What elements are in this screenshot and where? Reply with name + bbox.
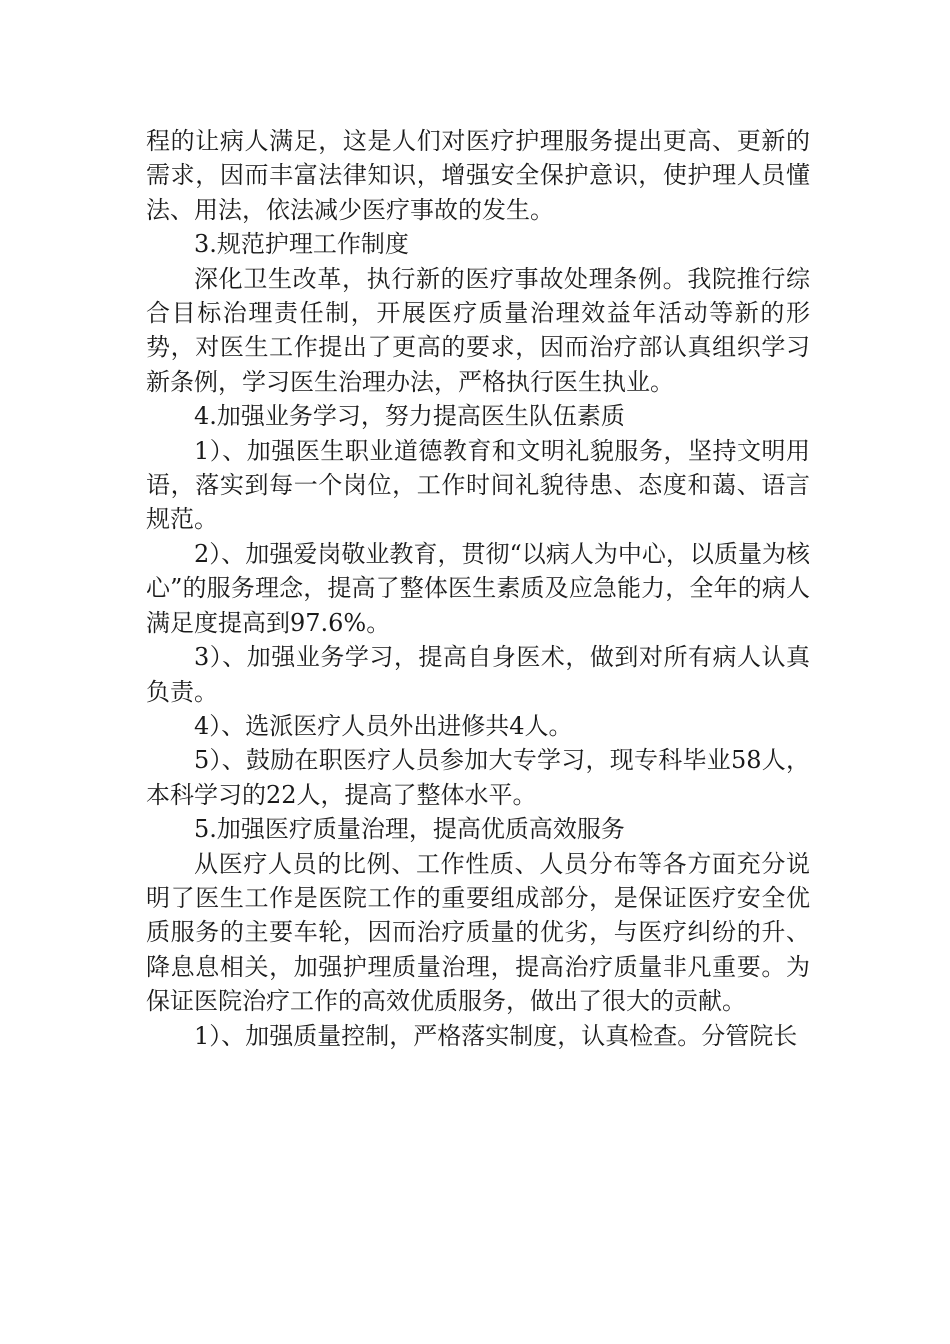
section-heading-5: 5.加强医疗质量治理，提高优质高效服务: [194, 815, 625, 844]
list-item-3: 3）、加强业务学习，提高自身医术，做到对所有病人认真负责。: [146, 643, 810, 706]
document-body: [146, 124, 810, 1053]
list-item-4: 4）、选派医疗人员外出进修共4人。: [194, 711, 573, 740]
section-heading-3: 3.规范护理工作制度: [194, 230, 409, 259]
paragraph: 深化卫生改革，执行新的医疗事故处理条例。我院推行综合目标治理责任制，开展医疗质量治理效益年活动等新的形势，对医生工作提出了更高的要求，因而治疗部认真组织学习新条例，学习医生治理办法，严格执行医生执业。: [146, 264, 810, 396]
paragraph: 从医疗人员的比例、工作性质、人员分布等各方面充分说明了医生工作是医院工作的重要组成部分，是保证医疗安全优质服务的主要车轮，因而治疗质量的优劣，与医疗纠纷的升、降息息相关，加强护理质量治理，提高治疗质量非凡重要。为保证医院治疗工作的高效优质服务，做出了很大的贡献。: [146, 849, 810, 1016]
list-item-2: 2）、加强爱岗敬业教育，贯彻“以病人为中心，以质量为核心”的服务理念，提高了整体医生素质及应急能力，全年的病人满足度提高到97.6%。: [146, 539, 810, 637]
list-item-5: 5）、鼓励在职医疗人员参加大专学习，现专科毕业58人，本科学习的22人，提高了整体水平。: [146, 746, 810, 809]
section-heading-4: 4.加强业务学习，努力提高医生队伍素质: [194, 402, 625, 431]
paragraph-continuation: 程的让病人满足，这是人们对医疗护理服务提出更高、更新的需求，因而丰富法律知识，增强安全保护意识，使护理人员懂法、用法，依法减少医疗事故的发生。: [146, 127, 810, 224]
list-item-1: 1）、加强医生职业道德教育和文明礼貌服务，坚持文明用语，落实到每一个岗位，工作时间礼貌待患、态度和蔼、语言规范。: [146, 436, 810, 534]
list-item-1: 1）、加强质量控制，严格落实制度，认真检查。分管院长: [194, 1021, 798, 1050]
